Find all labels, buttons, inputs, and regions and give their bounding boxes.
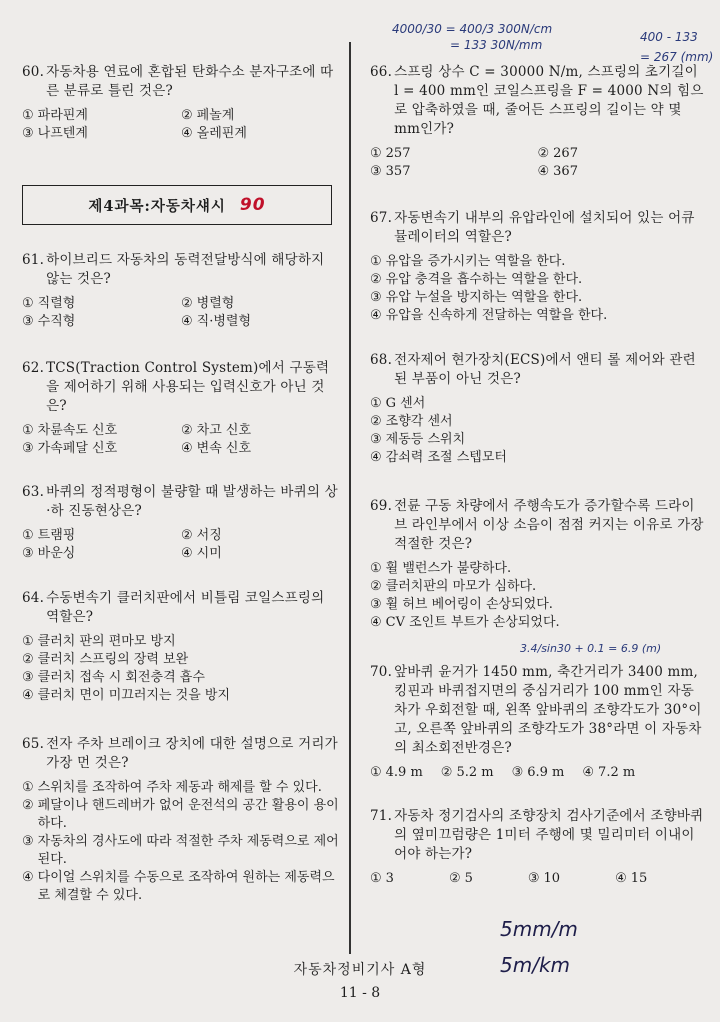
option-3[interactable]: ③ 휠 허브 베어링이 손상되었다. xyxy=(370,597,553,612)
page-number: 11 - 8 xyxy=(339,985,381,1001)
question-number: 68. xyxy=(370,352,393,368)
question-number: 66. xyxy=(370,64,393,80)
question-65 xyxy=(22,735,340,905)
options xyxy=(22,107,340,143)
question-number: 62. xyxy=(22,360,45,376)
handwritten-calc: 4000/30 = 400/3 300N/cm xyxy=(392,22,553,36)
question-60 xyxy=(22,63,340,143)
options xyxy=(370,870,705,888)
option-2[interactable]: ② 클러치판의 마모가 심하다. xyxy=(370,579,537,594)
option-2[interactable]: ② 페달이나 핸드레버가 없어 운전석의 공간 활용이 용이하다. xyxy=(22,798,339,831)
option-1[interactable]: ① 유압을 증가시키는 역할을 한다. xyxy=(370,254,566,269)
question-number: 71. xyxy=(370,808,393,824)
question-number: 63. xyxy=(22,484,45,500)
question-69 xyxy=(370,497,705,632)
option-1[interactable]: ① 트램핑 xyxy=(22,528,76,543)
option-4[interactable]: ④ CV 조인트 부트가 손상되었다. xyxy=(370,615,560,630)
option-4[interactable]: ④ 변속 신호 xyxy=(181,441,252,456)
question-71 xyxy=(370,807,705,888)
option-3[interactable]: ③ 10 xyxy=(527,871,561,886)
question-66 xyxy=(370,63,705,181)
question-text: TCS(Traction Control System)에서 구동력을 제어하기 위해 사용되는 입력신호가 아닌 것은? xyxy=(46,360,330,414)
handwritten-calc: = 133 30N/mm xyxy=(450,38,543,52)
question-68 xyxy=(370,351,705,467)
handwritten-score: 90 xyxy=(239,195,266,215)
option-1[interactable]: ① 4.9 m xyxy=(370,765,423,780)
option-4[interactable]: ④ 367 xyxy=(537,164,578,179)
option-2[interactable]: ② 페놀계 xyxy=(181,108,235,123)
options xyxy=(370,560,705,632)
option-4[interactable]: ④ 다이얼 스위치를 수동으로 조작하여 원하는 제동력으로 체결할 수 있다. xyxy=(22,870,335,903)
option-4[interactable]: ④ 시미 xyxy=(181,546,222,561)
handwritten-note: 5mm/m xyxy=(500,917,578,941)
option-2[interactable]: ② 5 xyxy=(448,871,473,886)
options xyxy=(22,422,340,458)
option-1[interactable]: ① 257 xyxy=(370,146,411,161)
option-2[interactable]: ② 조향각 센서 xyxy=(370,414,453,429)
options xyxy=(22,527,340,563)
question-number: 65. xyxy=(22,736,45,752)
option-4[interactable]: ④ 7.2 m xyxy=(582,765,636,780)
option-4[interactable]: ④ 클러치 면이 미끄러지는 것을 방지 xyxy=(22,688,230,703)
question-text: 자동차용 연료에 혼합된 탄화수소 분자구조에 따른 분류로 틀린 것은? xyxy=(46,64,334,99)
option-4[interactable]: ④ 감쇠력 조절 스텝모터 xyxy=(370,450,507,465)
option-3[interactable]: ③ 6.9 m xyxy=(511,765,565,780)
option-1[interactable]: ① 직렬형 xyxy=(22,296,76,311)
options xyxy=(370,145,705,181)
option-3[interactable]: ③ 바운싱 xyxy=(22,546,76,561)
question-64 xyxy=(22,589,340,705)
exam-name: 자동차정비기사 A형 xyxy=(293,962,427,978)
option-3[interactable]: ③ 유압 누설을 방지하는 역할을 한다. xyxy=(370,290,583,305)
handwritten-calc: 400 - 133 xyxy=(640,30,698,44)
options xyxy=(370,764,705,782)
options xyxy=(22,633,340,705)
options xyxy=(370,395,705,467)
option-4[interactable]: ④ 올레핀계 xyxy=(181,126,247,141)
question-70 xyxy=(370,663,705,782)
option-4[interactable]: ④ 15 xyxy=(615,871,648,886)
option-1[interactable]: ① 스위치를 조작하여 주차 제동과 해제를 할 수 있다. xyxy=(22,780,322,795)
question-text: 스프링 상수 C = 30000 N/m, 스프링의 초기길이 l = 400 mm인 코일스프링을 F = 4000 N의 힘으로 압축하였을 때, 줄어든 스프링의 길이는 약 몇 mm인가? xyxy=(394,64,704,137)
question-number: 70. xyxy=(370,664,393,680)
option-2[interactable]: ② 267 xyxy=(537,146,578,161)
question-62 xyxy=(22,359,340,458)
options xyxy=(22,295,340,331)
option-1[interactable]: ① 차륜속도 신호 xyxy=(22,423,118,438)
question-number: 61. xyxy=(22,252,45,268)
question-67 xyxy=(370,209,705,325)
question-text: 자동변속기 내부의 유압라인에 설치되어 있는 어큐뮬레이터의 역할은? xyxy=(394,210,695,245)
option-3[interactable]: ③ 나프텐계 xyxy=(22,126,88,141)
question-number: 67. xyxy=(370,210,393,226)
option-4[interactable]: ④ 직·병렬형 xyxy=(181,314,252,329)
option-3[interactable]: ③ 수직형 xyxy=(22,314,76,329)
question-text: 수동변속기 클러치판에서 비틀림 코일스프링의 역할은? xyxy=(46,590,325,625)
options xyxy=(22,779,340,905)
option-2[interactable]: ② 서징 xyxy=(181,528,222,543)
option-2[interactable]: ② 5.2 m xyxy=(440,765,494,780)
question-number: 60. xyxy=(22,64,45,80)
option-1[interactable]: ① 휠 밸런스가 불량하다. xyxy=(370,561,512,576)
option-3[interactable]: ③ 클러치 접속 시 회전충격 흡수 xyxy=(22,670,205,685)
question-number: 64. xyxy=(22,590,45,606)
option-3[interactable]: ③ 357 xyxy=(370,164,411,179)
handwritten-calc: = 267 (mm) xyxy=(640,50,714,64)
option-1[interactable]: ① 클러치 판의 편마모 방지 xyxy=(22,634,176,649)
subject-header xyxy=(22,185,332,225)
option-2[interactable]: ② 유압 충격을 흡수하는 역할을 한다. xyxy=(370,272,583,287)
option-1[interactable]: ① G 센서 xyxy=(370,396,426,411)
question-number: 69. xyxy=(370,498,393,514)
option-3[interactable]: ③ 가속페달 신호 xyxy=(22,441,118,456)
question-text: 자동차 정기검사의 조향장치 검사기준에서 조향바퀴의 옆미끄럼량은 1미터 주행에 몇 밀리미터 이내이어야 하는가? xyxy=(394,808,704,862)
question-text: 전륜 구동 차량에서 주행속도가 증가할수록 드라이브 라인부에서 이상 소음이 점점 커지는 이유로 가장 적절한 것은? xyxy=(394,498,704,552)
option-2[interactable]: ② 차고 신호 xyxy=(181,423,252,438)
question-text: 하이브리드 자동차의 동력전달방식에 해당하지 않는 것은? xyxy=(46,252,325,287)
option-2[interactable]: ② 클러치 스프링의 장력 보완 xyxy=(22,652,189,667)
option-3[interactable]: ③ 자동차의 경사도에 따라 적절한 주차 제동력으로 제어된다. xyxy=(22,834,339,867)
question-text: 앞바퀴 윤거가 1450 mm, 축간거리가 3400 mm, 킹핀과 바퀴접지면의 중심거리가 100 mm인 자동차가 우회전할 때, 왼쪽 앞바퀴의 조향각도가 30°이고, 오른쪽 앞바퀴의 조향각도가 38°라면 이 자동차의 최소회전반경은? xyxy=(394,664,702,756)
option-1[interactable]: ① 파라핀계 xyxy=(22,108,88,123)
question-63 xyxy=(22,483,340,563)
handwritten-note: 5m/km xyxy=(500,953,571,977)
subject-title: 제4과목:자동차섀시 xyxy=(88,197,226,215)
question-text: 바퀴의 정적평형이 불량할 때 발생하는 바퀴의 상·하 진동현상은? xyxy=(46,484,338,519)
column-divider xyxy=(349,42,351,954)
option-3[interactable]: ③ 제동등 스위치 xyxy=(370,432,466,447)
options xyxy=(370,253,705,325)
question-text: 전자제어 현가장치(ECS)에서 앤티 롤 제어와 관련된 부품이 아닌 것은? xyxy=(394,352,696,387)
option-1[interactable]: ① 3 xyxy=(370,871,394,886)
option-4[interactable]: ④ 유압을 신속하게 전달하는 역할을 한다. xyxy=(370,308,608,323)
option-2[interactable]: ② 병렬형 xyxy=(181,296,235,311)
handwritten-calc: 3.4/sin30 + 0.1 = 6.9 (m) xyxy=(520,642,662,655)
question-61 xyxy=(22,251,340,331)
question-text: 전자 주차 브레이크 장치에 대한 설명으로 거리가 가장 먼 것은? xyxy=(46,736,338,771)
